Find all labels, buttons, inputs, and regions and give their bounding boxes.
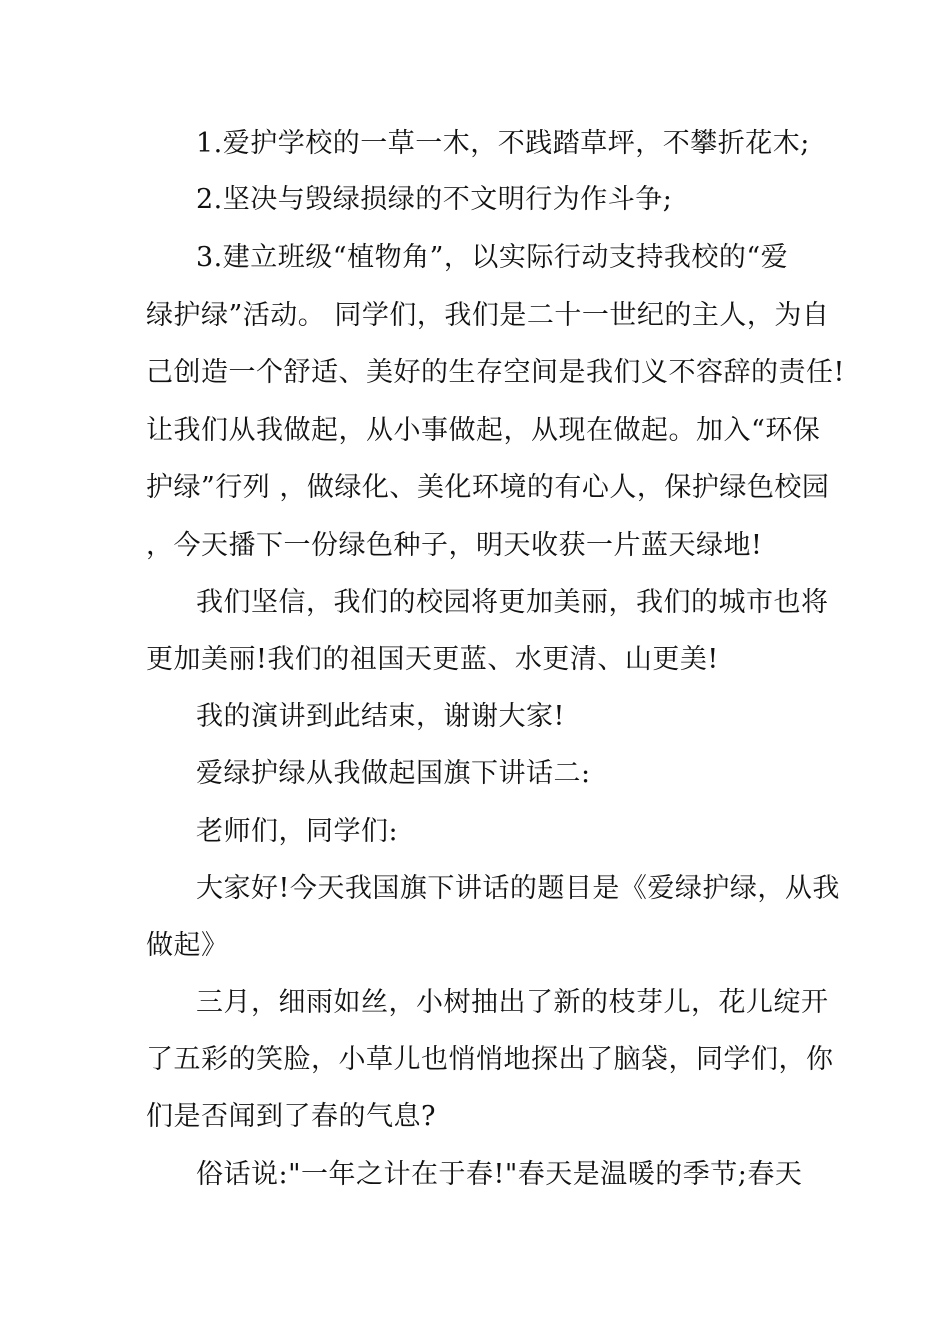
text-line: ，今天播下一份绿色种子，明天收获一片蓝天绿地! (146, 530, 763, 561)
text-line: 了五彩的笑脸，小草儿也悄悄地探出了脑袋，同学们，你 (146, 1044, 834, 1075)
text-line: 做起》 (146, 930, 229, 961)
text-line: 3.建立班级“植物角”，以实际行动支持我校的“爱 (196, 242, 789, 273)
text-line: 老师们，同学们: (196, 816, 399, 847)
text-line: 1.爱护学校的一草一木，不践踏草坪，不攀折花木; (196, 128, 810, 159)
text-line: 绿护绿”活动。 同学们，我们是二十一世纪的主人，为自 (146, 300, 830, 331)
text-line: 我们坚信，我们的校园将更加美丽，我们的城市也将 (196, 587, 829, 618)
text-line: 大家好!今天我国旗下讲话的题目是《爱绿护绿，从我 (196, 873, 840, 904)
text-line: 们是否闻到了春的气息? (146, 1101, 436, 1132)
text-line: 三月，细雨如丝，小树抽出了新的枝芽儿，花儿绽开 (196, 987, 829, 1018)
text-line: 俗话说:"一年之计在于春!"春天是温暖的季节;春天 (196, 1159, 803, 1190)
text-line: 我的演讲到此结束，谢谢大家! (196, 701, 565, 732)
text-line: 让我们从我做起，从小事做起，从现在做起。加入“环保 (146, 415, 821, 446)
text-line: 更加美丽!我们的祖国天更蓝、水更清、山更美! (146, 644, 719, 675)
text-line: 2.坚决与毁绿损绿的不文明行为作斗争; (196, 184, 673, 215)
text-line: 护绿”行列 ，做绿化、美化环境的有心人，保护绿色校园 (146, 472, 830, 503)
section-heading: 爱绿护绿从我做起国旗下讲话二: (196, 758, 591, 789)
text-line: 己创造一个舒适、美好的生存空间是我们义不容辞的责任! (146, 357, 845, 388)
